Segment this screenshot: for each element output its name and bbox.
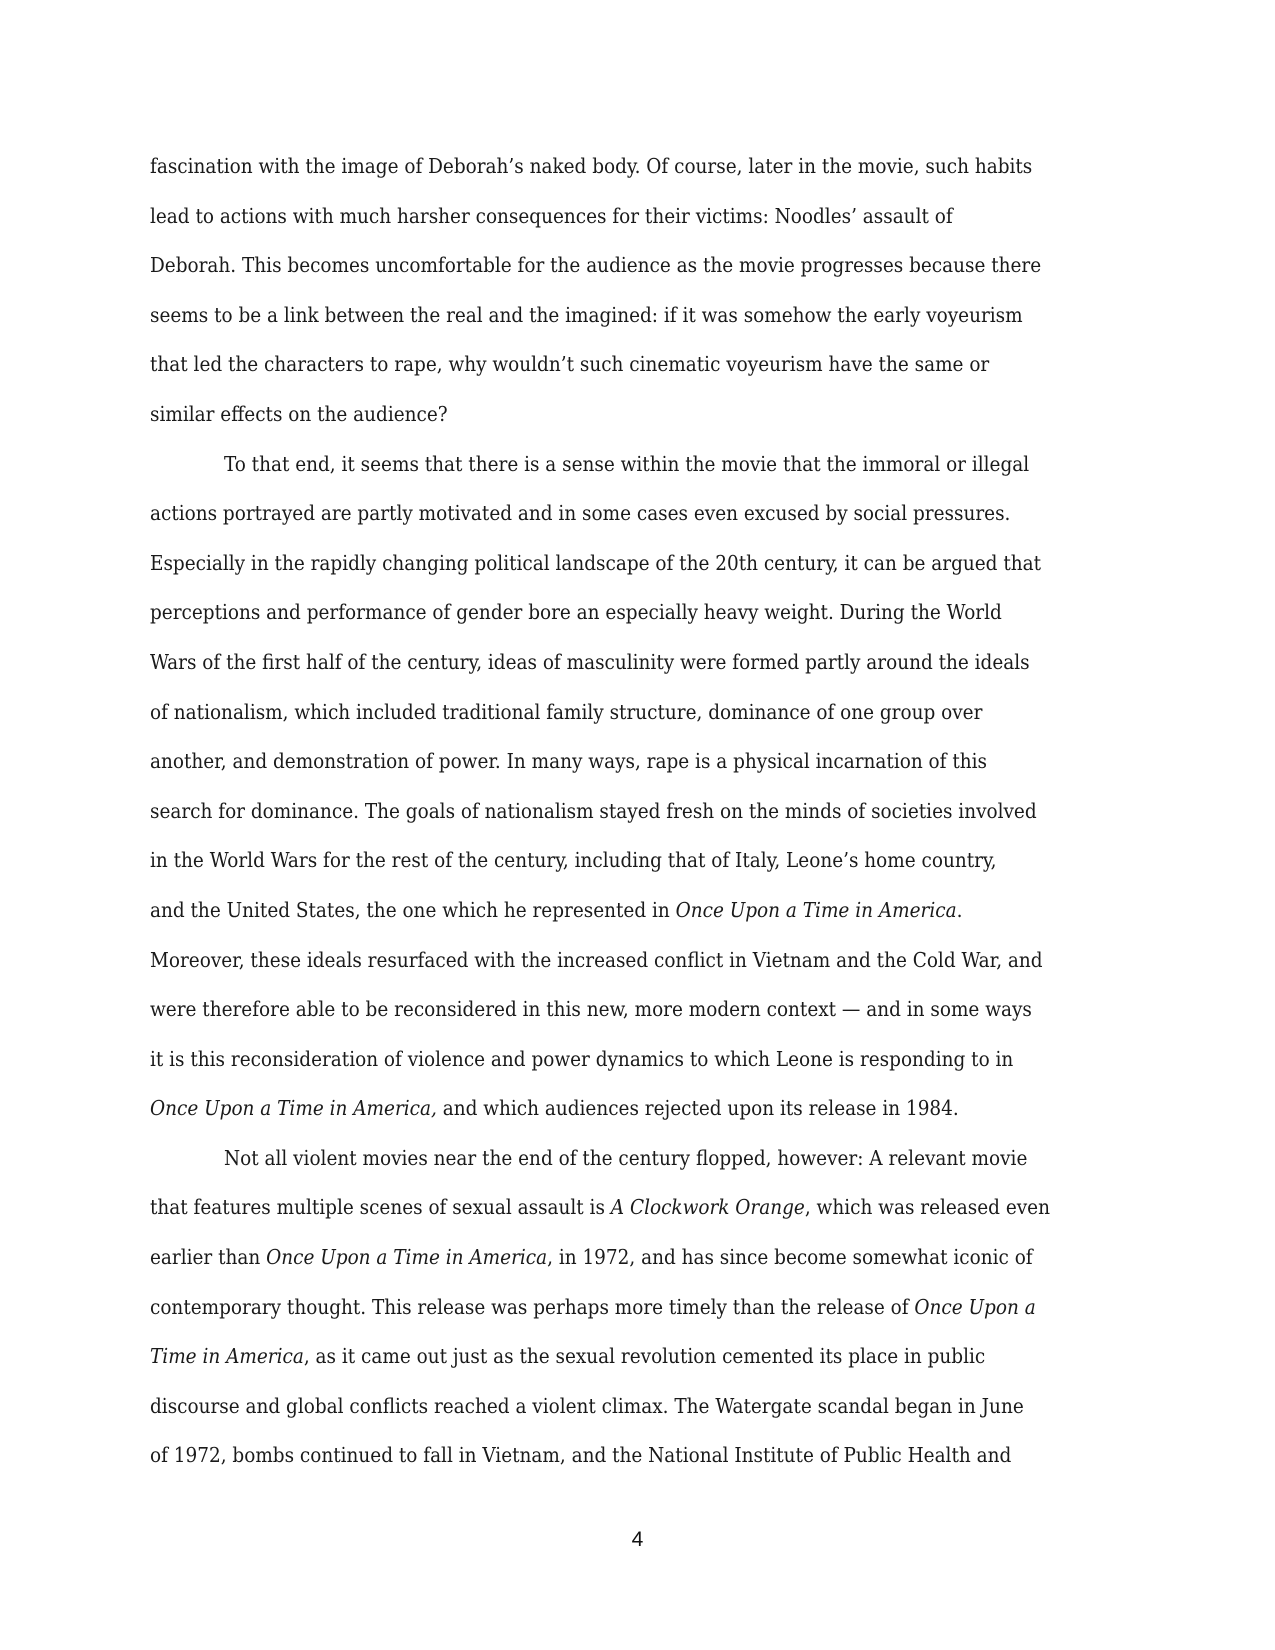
text-segment: , as it came out just as the sexual revolution cemented its place in public bbox=[303, 1344, 986, 1369]
text-line bbox=[150, 737, 1135, 787]
text-line bbox=[150, 1431, 1135, 1481]
paragraph bbox=[150, 142, 1135, 440]
italic-title: Once Upon a bbox=[914, 1294, 1036, 1319]
text-segment: search for dominance. The goals of nationalism stayed fresh on the minds of societies involved bbox=[150, 798, 1037, 823]
text-segment: contemporary thought. This release was perhaps more timely than the release of bbox=[150, 1294, 915, 1319]
text-line bbox=[150, 241, 1135, 291]
paragraph bbox=[150, 440, 1135, 1134]
text-segment: fascination with the image of Deborah’s naked body. Of course, later in the movie, such habits bbox=[150, 154, 1033, 178]
text-segment: . bbox=[956, 897, 963, 922]
text-line bbox=[150, 886, 1135, 936]
text-segment: similar effects on the audience? bbox=[150, 401, 448, 426]
text-segment: , in 1972, and has since become somewhat iconic of bbox=[547, 1245, 1033, 1270]
text-segment: actions portrayed are partly motivated and in some cases even excused by social pressures. bbox=[150, 501, 1011, 526]
text-line bbox=[150, 390, 1135, 440]
page-number: 4 bbox=[631, 1528, 644, 1551]
text-line bbox=[150, 1283, 1135, 1333]
paragraph bbox=[150, 1134, 1135, 1481]
text-segment: were therefore able to be reconsidered in this new, more modern context — and in some ways bbox=[150, 997, 1032, 1022]
text-segment: that led the characters to rape, why wouldn’t such cinematic voyeurism have the same or bbox=[150, 352, 990, 377]
text-line bbox=[150, 1233, 1135, 1283]
text-segment: Especially in the rapidly changing political landscape of the 20th century, it can be argued that bbox=[150, 550, 1042, 575]
text-line bbox=[150, 1183, 1135, 1233]
text-segment: , which was released even bbox=[804, 1195, 1050, 1220]
text-line bbox=[150, 688, 1135, 738]
text-line bbox=[150, 1332, 1135, 1382]
italic-title: Once Upon a Time in America, bbox=[150, 1096, 437, 1121]
italic-title: Once Upon a Time in America bbox=[675, 897, 957, 922]
text-line bbox=[150, 588, 1135, 638]
text-segment: earlier than bbox=[150, 1245, 267, 1270]
text-segment: Deborah. This becomes uncomfortable for the audience as the movie progresses because there bbox=[150, 253, 1042, 278]
text-segment: and which audiences rejected upon its release in 1984. bbox=[436, 1096, 959, 1121]
text-line bbox=[150, 936, 1135, 986]
text-line bbox=[150, 638, 1135, 688]
text-segment: Not all violent movies near the end of the century flopped, however: A relevant movie bbox=[224, 1145, 1028, 1170]
text-line bbox=[150, 1134, 1135, 1184]
text-segment: in the World Wars for the rest of the century, including that of Italy, Leone’s home country, bbox=[150, 848, 997, 873]
text-line bbox=[150, 291, 1135, 341]
text-segment: Moreover, these ideals resurfaced with the increased conflict in Vietnam and the Cold War, and bbox=[150, 947, 1043, 972]
text-segment: discourse and global conflicts reached a violent climax. The Watergate scandal began in June bbox=[150, 1393, 1024, 1418]
text-segment: of 1972, bombs continued to fall in Vietnam, and the National Institute of Public Health and bbox=[150, 1443, 1012, 1468]
italic-title: A Clockwork Orange bbox=[610, 1195, 805, 1220]
text-line bbox=[150, 142, 1135, 192]
text-segment: it is this reconsideration of violence and power dynamics to which Leone is responding to in bbox=[150, 1046, 1014, 1071]
text-segment: lead to actions with much harsher consequences for their victims: Noodles’ assault of bbox=[150, 203, 953, 228]
text-segment: perceptions and performance of gender bore an especially heavy weight. During the World bbox=[150, 600, 1002, 625]
text-segment: seems to be a link between the real and the imagined: if it was somehow the early voyeurism bbox=[150, 302, 1023, 327]
text-line bbox=[150, 192, 1135, 242]
text-segment: Wars of the first half of the century, ideas of masculinity were formed partly around the ideals bbox=[150, 649, 1030, 674]
text-segment: of nationalism, which included traditional family structure, dominance of one group over bbox=[150, 699, 983, 724]
italic-title: Time in America bbox=[150, 1344, 304, 1369]
text-segment: that features multiple scenes of sexual assault is bbox=[150, 1195, 611, 1220]
text-line bbox=[150, 1382, 1135, 1432]
text-line bbox=[150, 1084, 1135, 1134]
text-line bbox=[150, 836, 1135, 886]
text-segment: To that end, it seems that there is a sense within the movie that the immoral or illegal bbox=[224, 451, 1030, 476]
text-line bbox=[150, 787, 1135, 837]
italic-title: Once Upon a Time in America bbox=[266, 1245, 548, 1270]
text-line bbox=[150, 340, 1135, 390]
text-line bbox=[150, 539, 1135, 589]
text-line bbox=[150, 489, 1135, 539]
body-text bbox=[150, 142, 1135, 1481]
text-line bbox=[150, 1035, 1135, 1085]
text-segment: and the United States, the one which he represented in bbox=[150, 897, 676, 922]
text-segment: another, and demonstration of power. In many ways, rape is a physical incarnation of this bbox=[150, 749, 987, 774]
text-line bbox=[150, 985, 1135, 1035]
text-line bbox=[150, 440, 1135, 490]
